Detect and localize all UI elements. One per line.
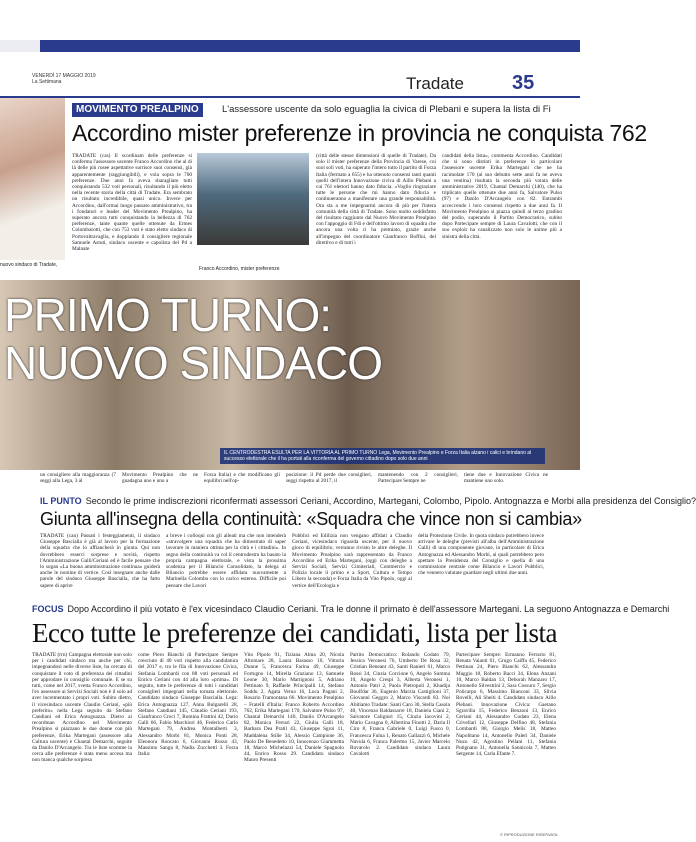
article2-kicker-text: Secondo le prime indiscrezioni riconfermati assessori Ceriani, Accordino, Martegani, Colombo, Pipolo. Antognazza e Morbi alla presidenza del Consiglio? — [85, 496, 696, 506]
accordino-photo — [197, 153, 309, 245]
article2-col2: a breve i colloqui con gli alleati ma che non intenderà «stravolgere una squadra che ha dimostrato di saper lavorare in maniera ottima per la città e i cittadini». In segno della continuità va col il centrodestra ha basato la propria campagna elettorale, e vista la prossima scadenza per il Bilancio Consolidato, la delega al Bilancio potrebbe essere affidata nuovamente a Marinella Colombo con lo carico esterno. Difficile poi pensare che Lavori — [166, 533, 286, 589]
article1-col1: TRADATE (cas) Il scordinam delle preferenze si conferma l'assessore uscente Franco Accordino che al di là delle più rosee aspettative sorrisce suoi consensi, già apparentemente (raggiungibili), e vola sopra le 700 preferenze. Due anni fa aveva sbaragliato tutti conquistando 532 voti personali, risultando il più eletto nella recente storia della città di Tradate. Era sembrato un risultato incredibile, quasi unico. Invece per Accordino, dall'ormai lungo passato amministrativo, tra i fondatori e leader del Movimento Prealpino, ha superato ancora tutti conquistando la bellezza di 762 preferenze, tante quante quelle ottenute da Ermes Colombarotti, che con 753 voti è stato eletto sindaco di Portovaltravaglia, e doppiando il consigliere regionale Samuele Astuti, sindaco uscente e capolista del Pd a Malnate — [72, 153, 192, 253]
article3-kicker-text: Dopo Accordino il più votato è l'ex vicesindaco Claudio Ceriani. Tra le donne il primato è dell'assessore Martegani. La seguono Antognazza e Demarchi — [67, 604, 670, 614]
strip-col4: posizione: il Pd perde due consiglieri, seggi rispetto al 2017, il — [286, 472, 372, 485]
article3-title: Ecco tutte le preferenze dei candidati, lista per lista — [32, 618, 557, 648]
article2-kicker-label: IL PUNTO — [40, 496, 82, 506]
article3-col4: Partito Democratico: Rolando Codato 79, Jessica Veronesi 76, Umberto De Rosa 32, Cristian Beneant 43, Santi Ranieri 61, Marco Rossi 34, Cinzia Corcione 6, Angelo Summa 10, Angelo Crespi 3, Alberta Veronesi 1, Antonio Patri 2, Paola Pietropoli 2, Khadija Boulfdar 36, Eugenio Marzia Castiglioni 37, Giovanni Geggro 2, Marco Viscardi 83. Noi Abitiamo Tradate: Santi Caro 30, Stella Casola 40, Vincenzo Baldassarre 18, Daniela Ciani 2, Salvatore Caligiuri 15, Cinzia Iacovini 2, Mario Cavagna 0, Albertina Finotti 2, Daria Il Ciro 8, Franca Gabriele 0, Luigi Fusco 0, Francesca Fulna 1, Renato Gallazzi 6, Michele Navula 6, Franca Palermo 15, Javier Marcelo Ruvarolo 2. Candidato sindaco Laura Cavalotti — [350, 652, 450, 758]
photo-caption: IL CENTRODESTRA ESULTA PER LA VITTORIA AL PRIMO TURNO Lega, Movimento Prealpino e Forza Italia alzano i calici e brindano al successo elettorale che il ha portati alla riconferma del governo cittadino dopo solo due anni — [220, 448, 545, 464]
accordino-photo-caption: Franco Accordino, mister preferenze — [199, 266, 280, 272]
strip-col2: Movimento Prealpino che ne guadagna uno e uno a — [122, 472, 198, 485]
article3-col2: come Piero Bianchi di Partecipare Sempre cresciuto di 40 voti rispetto alla candidatura del 2017 e, tra le fila di Innovazione Civica, Stefania Lombardi con 88 voti personali ed Enrico Ceriani con 44 alla loro «prima». Di seguito, tutte le preferenze di tutti i candidati consiglieri impegnati nella tornata elettorale. Candidato sindaco Giuseppe Bascialla. Lega: Erica Antognazza 127, Anna Bulgarelli 28, Stefano Candiani 145, Claudio Ceriani 193, Gianfranco Croci 7, Romina Frattini 42, Dario Galli 66, Fabio Marchiori 46, Federico Carlo Martegani 79, Andrea Montalberti 3, Alessandro Morbi 81, Monica Ponti 28, Eleonora Roncato 6, Giovanni Russo 43, Massimo Sangu 8, Nadia Zucchetti 3. Forza Italia: — [138, 652, 238, 758]
photo-headline-line2: NUOVO SINDACO — [4, 337, 383, 389]
portrait-caption: nuovo sindaco di Tradate, — [0, 262, 58, 268]
article1-title: Accordino mister preferenze in provincia ne conquista 762 — [72, 120, 647, 146]
photo-headline-line1: PRIMO TURNO: — [4, 289, 332, 341]
article3-col5: Partecipare Sempre: Ermanno Ferrario 81, Renata Vaianti 61, Grugo Caiffa 45, Federico Pettinau 24, Piero Bianchi 62, Alessandra Maggio 18, Roberto Bacci 34, Elena Anzani 10, Marco Baldan 13, Deborah Manzaro 17, Antonello Silvestrini 2, Sara Cossuro 7, Sergio Policarpo 6, Massimo Bianconi 33, Silvia Rovelli, Ali Sheiti 4. Candidato sindaco Aillo Plebani. Innovazione Civica: Gaetano Sgravilla 15, Federico Benzoni 13, Enrico Ceriani 44, Alessandro Codato 23, Elena Crivellari 12, Giuseppe Delfino 48, Stefania Lombardi 88, Giorgio Melis 18, Matteo Napolitano 14, Antonello Paleri 34, Daniele Nuzo 42, Agostino Pellani 11, Stefania Putignano 31, Antonella Sannicola 7, Matteo Sergente 14, Carla Efante 7. — [456, 652, 556, 758]
copyright-credit: © RIPRODUZIONE RISERVATA — [500, 832, 558, 837]
strip-col5: mantenendo con 2 consiglieri, Partecipare Sempre ne — [378, 472, 458, 485]
top-bar-accent — [40, 40, 580, 52]
article2-col1: TRADATE (can) Passati i festeggiamenti, il sindaco Giuseppe Bascialla è già al lavoro per la formazione della squadra che lo affiancherà in giunta. Qui non dovrebbero esserci sorprese e novità, rispetto l'Amministrazione Galli/Ceriani ed è facile pensare che lo sogan «La buona amministrazione continua» guiderà anche le nomine di vertice. Così insegnare anche dalle parole del sindaco Giuseppe Bascialla, che ha fatto sapere di aprire — [40, 533, 160, 589]
portrait-photo-left — [0, 98, 65, 260]
article3-kicker-label: FOCUS — [32, 604, 64, 614]
article1-col3: candidati della lista», commenta Accordino. Candidati che si sono distinti in preferenze in particolare l'assessore uscente Erika Martegani che ne ha racimolate 170 (al suo debutto sette anni fa ne aveva una ventina) risultata la seconda più votata delle amministrative 2019, Chantal Demarchi (140), che ha triplicato quelle ottenute due anni fa, Salvatore Pulso (97) e Danilo D'Arcangelo con 82. Entrambi acceccendo i loro consensi rispetto a due anni fa. Il Movimento Prealpino si piazza quindi al terzo gradino del podio, superando il Partito Democratico, subito dopo Partecipare sempre di Laura Cavalotti, che con il suo exploit ha canalizzato non solo le anime più a sinistra della città. — [442, 153, 562, 240]
strip-col6: tiene due e Innovazione Civica ne mantiene uno solo. — [464, 472, 548, 485]
issue-date: VENERDÌ 17 MAGGIO 2019 La Settimana — [32, 73, 96, 85]
page-number: 35 — [512, 72, 535, 94]
header-rule — [0, 96, 580, 98]
article1-kicker: MOVIMENTO PREALPINO — [72, 103, 203, 117]
article1-subtitle: L'assessore uscente da solo eguaglia la civica di Plebani e supera la lista di Fi — [222, 104, 551, 115]
article2-col3: Pubblici ed Edilizia non vengano affidati a Claudio Ceriani, vicesindaco riguarda uscente, per il nuovo gioco di equilibrio, verranno rivisto le altre deleghe. Il Movimento Prealpino sarà rappresentato da Franco Accordino ed Erika Martegani, (oggi con deleghe a Servizi Sociali, Servizi Cimiteriali, Commercio e Polizia locale il primo e a Sport, Cultura e Tempo Libero la seconda) e Forza Italia da Vito Pipolo, oggi al vertice dell'Ecologia e — [292, 533, 412, 589]
article3-col3: Vito Pipolo 91, Tiziana Alma 20, Nicola Altomare 28, Laura Basasso 10, Vittoria Dunne 5, Francesca Farina 49, Giuseppe Fortugno 14, Mirella Graziano 13, Samuele Leone 30, Mario Martignoni 5, Adriano Pettinato 9, Raffaele Principalli 14, Stefano Soddu 2, Agata Verna 16, Luca Pagani 2, Rosario Tramontana 66. Movimento Prealpino – Fratelli d'Italia: Franco Roberto Accordino 762, Erika Martegani 170, Salvatore Pulso 97, Chantal Demarchi 140, Danilo D'Arcangelo 82, Monica Ferrari 22, Giulia Galli 18, Barbara Dea Pratil 43, Giuseppe Sgroi 11, Maddalena Stille 34, Alessio Campione 36, Paolo De Benedetto 10, Innocenzo Giammetta 18, Marco Michelazzi 54, Daniele Spagnolo 44, Enrico Rosso 29. Candidato sindaco Mauro Presenti — [244, 652, 344, 764]
article2-kicker — [40, 496, 696, 506]
section-name: Tradate — [406, 74, 464, 93]
strip-col3: Forza Italia) e che modificano gli equilibri nell'op- — [204, 472, 280, 485]
strip-col1: un consigliere alla maggioranza (7 seggi alla Lega, 3 al — [40, 472, 116, 485]
article2-col4: della Protezione Civile. In quota sindaco potrebbero invece arrivare le deleghe (previsti all'alba dell'Amministrazione Galli) di una componente giovane, in particolare di Erica Antognazza ed Alessandro Morbi, ai quali potrebbero pero spettare la Presidenza del Consiglio e quella di una commissione centrale come Bilancio e Lavori Pubblici, che vennero valutate guardare negli ultimi due anni. — [418, 533, 544, 577]
article3-col1: TRADATE (rrn) Campagna elettorale non solo per i candidati sindaco ma anche per chi, impegnandosi nelle diverse liste, ha cercato di conquistare il voto di preferenza dei cittadini per approdare in consiglio comunale. E se su tutti, come nel 2017, svetta Franco Accordino, l'ex assessore ai Servizi Sociali non è il solo ad aver incrementato i propri voti. Subito dietro, il vicesindaco uscente Claudio Ceriani, «più preferito» nella Lega seguito da Stefano Candiani ed Erica Antognazza. Dietro ai recordman Accordino nel Movimento Prealpino si piazzano le due donne con più preferenze, Erika Martegani (assessore alla Cultura uscente) e Chantal Demarchi, seguite da Danilo D'Arcangelo. Tra le liste scomme la cerca alle preferenze è stata meno accesa ma non manca qualche sorpresa — [32, 652, 132, 764]
article1-col2: (città delle stesse dimensioni di quelle di Tradate). Da solo il mister preferenze della Provincia di Varese, coi suoi soli voti, ha superato l'intero tutto il partito di Forza Italia (fermato a 655) e ha ottenuto consensi tanti quanti quelli dell'intera Innovazione civica di Aillo Plebani a cui 761 elettori hanno dato fiducia. «Voglio ringraziare tutte le persone che mi hanno dato fiducia e continueranno a manifestare una grande responsabilità. Ora sta a me impegnarmi ancora di più per l'intera comunità della città di Tradate. Sono molto soddisfatto del risultato raggiunto dal Nuovo Movimento Prealpino con l'appoggio di Fdi e dell'ottimo lavoro di squadra che ancora una volta ci ha premiato, grazie anche all'impegno del coordinatore Gianfranco Boffini, del direttivo e di tutti i — [316, 153, 436, 246]
article2-title: Giunta all'insegna della continuità: «Squadra che vince non si cambia» — [40, 509, 582, 529]
article3-kicker — [32, 604, 669, 614]
